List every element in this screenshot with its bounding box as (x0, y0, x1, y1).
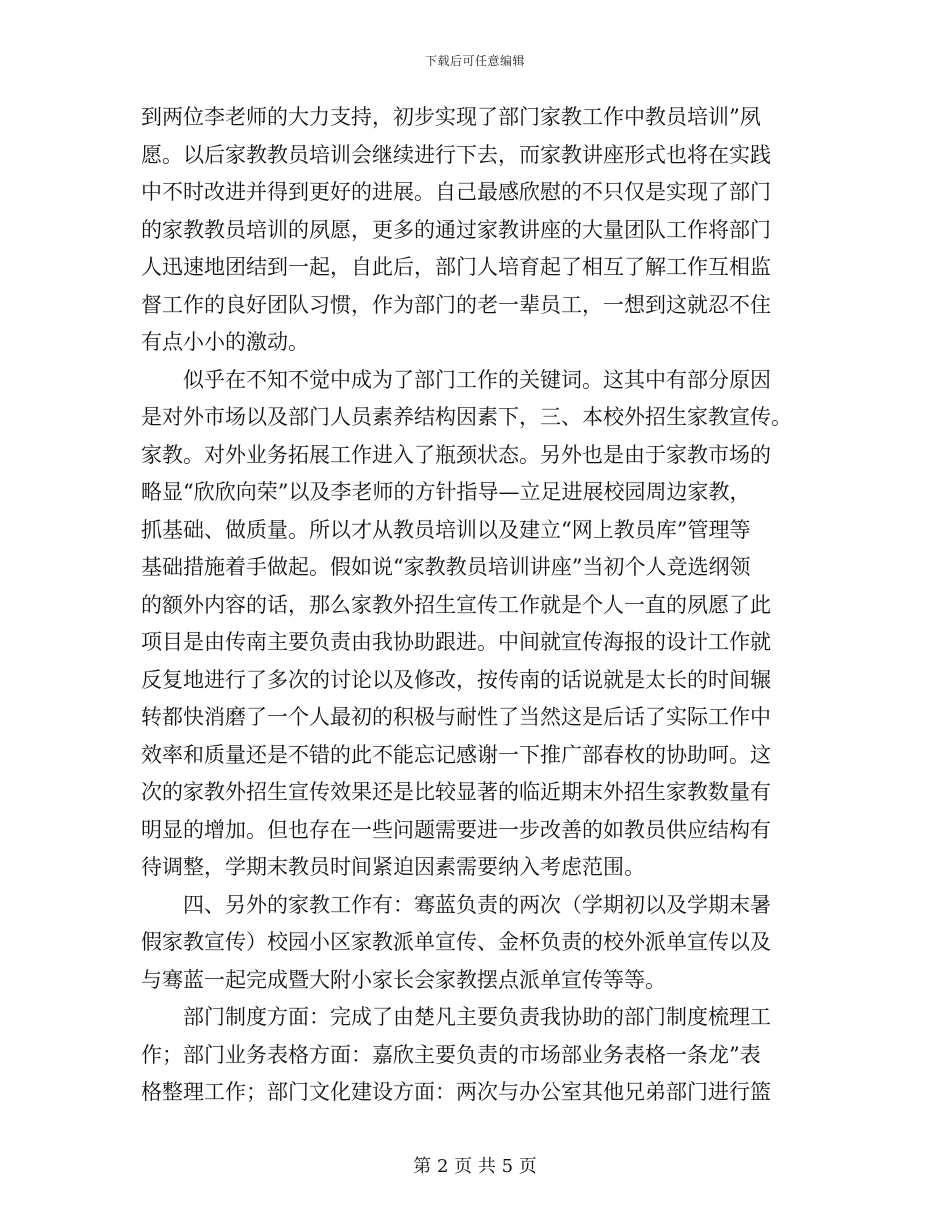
paragraph-4 (141, 999, 811, 1112)
text-line: 明显的增加。但也存在一些问题需要进一步改善的如教员供应结构有 (141, 817, 771, 842)
text-line: 抓基础、做质量。所以才从教员培训以及建立“网上教员库”管理等 (141, 517, 751, 542)
text-line: 待调整，学期末教员时间紧迫因素需要纳入考虑范围。 (141, 855, 645, 879)
text-line: 次的家教外招生宣传效果还是比较显著的临近期末外招生家教数量有 (141, 780, 771, 804)
paragraph-3 (141, 887, 811, 1000)
text-line: 转都快消磨了一个人最初的积极与耐性了当然这是后话了实际工作中 (141, 705, 771, 729)
text-line: 与骞蓝一起完成暨大附小家长会家教摆点派单宣传等等。 (141, 967, 666, 992)
document-body (141, 99, 811, 1112)
paragraph-1 (141, 99, 811, 362)
text-line: 有点小小的激动。 (141, 330, 309, 354)
text-line: 项目是由传南主要负责由我协助跟进。中间就宣传海报的设计工作就 (141, 630, 771, 654)
text-line: 人迅速地团结到一起，自此后，部门人培育起了相互了解工作互相监 (141, 255, 771, 279)
page-header-note: 下载后可任意编辑 (424, 54, 525, 68)
text-line: 假家教宣传）校园小区家教派单宣传、金杯负责的校外派单宣传以及 (141, 930, 771, 954)
text-line: 反复地进行了多次的讨论以及修改，按传南的话说就是太长的时间辗 (141, 667, 771, 692)
text-line: 效率和质量还是不错的此不能忘记感谢一下推广部春枚的协助呵。这 (141, 742, 771, 767)
text-line: 是对外市场以及部门人员素养结构因素下，三、本校外招生家教宣传。 (141, 405, 792, 429)
text-line: 的家教教员培训的夙愿，更多的通过家教讲座的大量团队工作将部门 (141, 217, 771, 242)
text-line: 家教。对外业务拓展工作进入了瓶颈状态。另外也是由于家教市场的 (141, 442, 771, 467)
paragraph-2 (141, 362, 811, 887)
text-line: 愿。以后家教教员培训会继续进行下去，而家教讲座形式也将在实践 (141, 142, 771, 167)
text-line: 基础措施着手做起。假如说“家教教员培训讲座”当初个人竞选纲领 (141, 555, 751, 579)
text-line: 格整理工作；部门文化建设方面：两次与办公室其他兄弟部门进行篮 (141, 1080, 771, 1104)
text-line: 督工作的良好团队习惯，作为部门的老一辈员工，一想到这就忍不住 (141, 292, 771, 317)
text-line: 四、另外的家教工作有：骞蓝负责的两次（学期初以及学期末暑 (183, 892, 771, 917)
text-line: 到两位李老师的大力支持，初步实现了部门家教工作中教员培训”夙 (141, 105, 761, 129)
text-line: 部门制度方面：完成了由楚凡主要负责我协助的部门制度梳理工 (183, 1005, 771, 1029)
text-line: 中不时改进并得到更好的进展。自己最感欣慰的不只仅是实现了部门 (141, 180, 771, 204)
page-number: 第 2 页 共 5 页 (413, 1156, 537, 1177)
text-line: 作；部门业务表格方面：嘉欣主要负责的市场部业务表格一条龙”表 (141, 1042, 761, 1067)
text-line: 似乎在不知不觉中成为了部门工作的关键词。这其中有部分原因 (183, 367, 771, 392)
text-line: 的额外内容的话，那么家教外招生宣传工作就是个人一直的夙愿了此 (141, 592, 771, 617)
text-line: 略显“欣欣向荣”以及李老师的方针指导—立足进展校园周边家教， (141, 480, 751, 504)
